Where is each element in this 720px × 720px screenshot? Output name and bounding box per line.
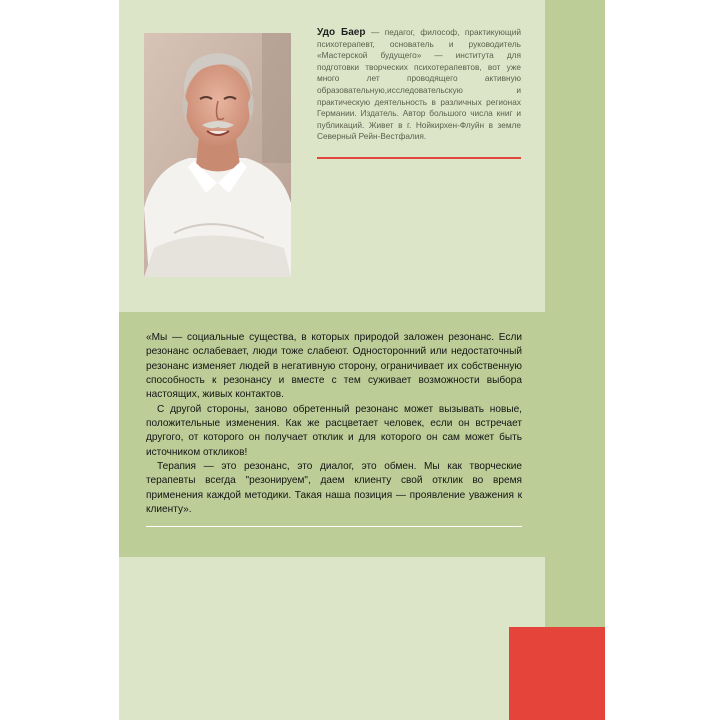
author-bio-text: — педагог, философ, практикующий психотерапевт, основатель и руководитель «Мастерской будущего» — института для подготовки творческих психотерапевтов, вот уже много лет проводящего активную образовательную,исследовательскую и практическую деятельность в различных регионах Германии. Издатель. Автор большого числа книг и публикаций. Живет в г. Нойкирхен-Флуйн в земле Северный Рейн-Вестфалия. xyxy=(317,27,521,142)
author-name: Удо Баер xyxy=(317,27,366,38)
bio-divider xyxy=(317,157,521,159)
quote-paragraph: Терапия — это резонанс, это диалог, это обмен. Мы как творческие терапевты всегда "резонируем", даем клиенту свой отклик во время применения каждой методики. Такая наша позиция — проявление уважения к клиенту». xyxy=(146,461,522,516)
quote-paragraph: С другой стороны, заново обретенный резонанс может вызывать новые, положительные изменения. Как же расцветает человек, если он встречает другого, от которого он получает отклик и для которого он сам может быть источником откликов! xyxy=(146,403,522,458)
quote-divider xyxy=(146,526,522,527)
red-accent-block xyxy=(509,627,605,720)
author-panel xyxy=(119,0,545,312)
author-bio xyxy=(317,27,521,143)
quote-paragraph: «Мы — социальные существа, в которых природой заложен резонанс. Если резонанс ослабевает, люди тоже слабеют. Односторонний или недостаточный резонанс изменяет людей в негативную сторону, ограничивает их собственную способность к резонансу и вместе с тем суживает возможности выбора настоящих, живых контактов. xyxy=(146,332,522,401)
author-photo xyxy=(144,33,291,277)
bottom-panel xyxy=(119,557,545,720)
book-back-cover xyxy=(119,0,605,720)
quote-block xyxy=(146,331,522,517)
